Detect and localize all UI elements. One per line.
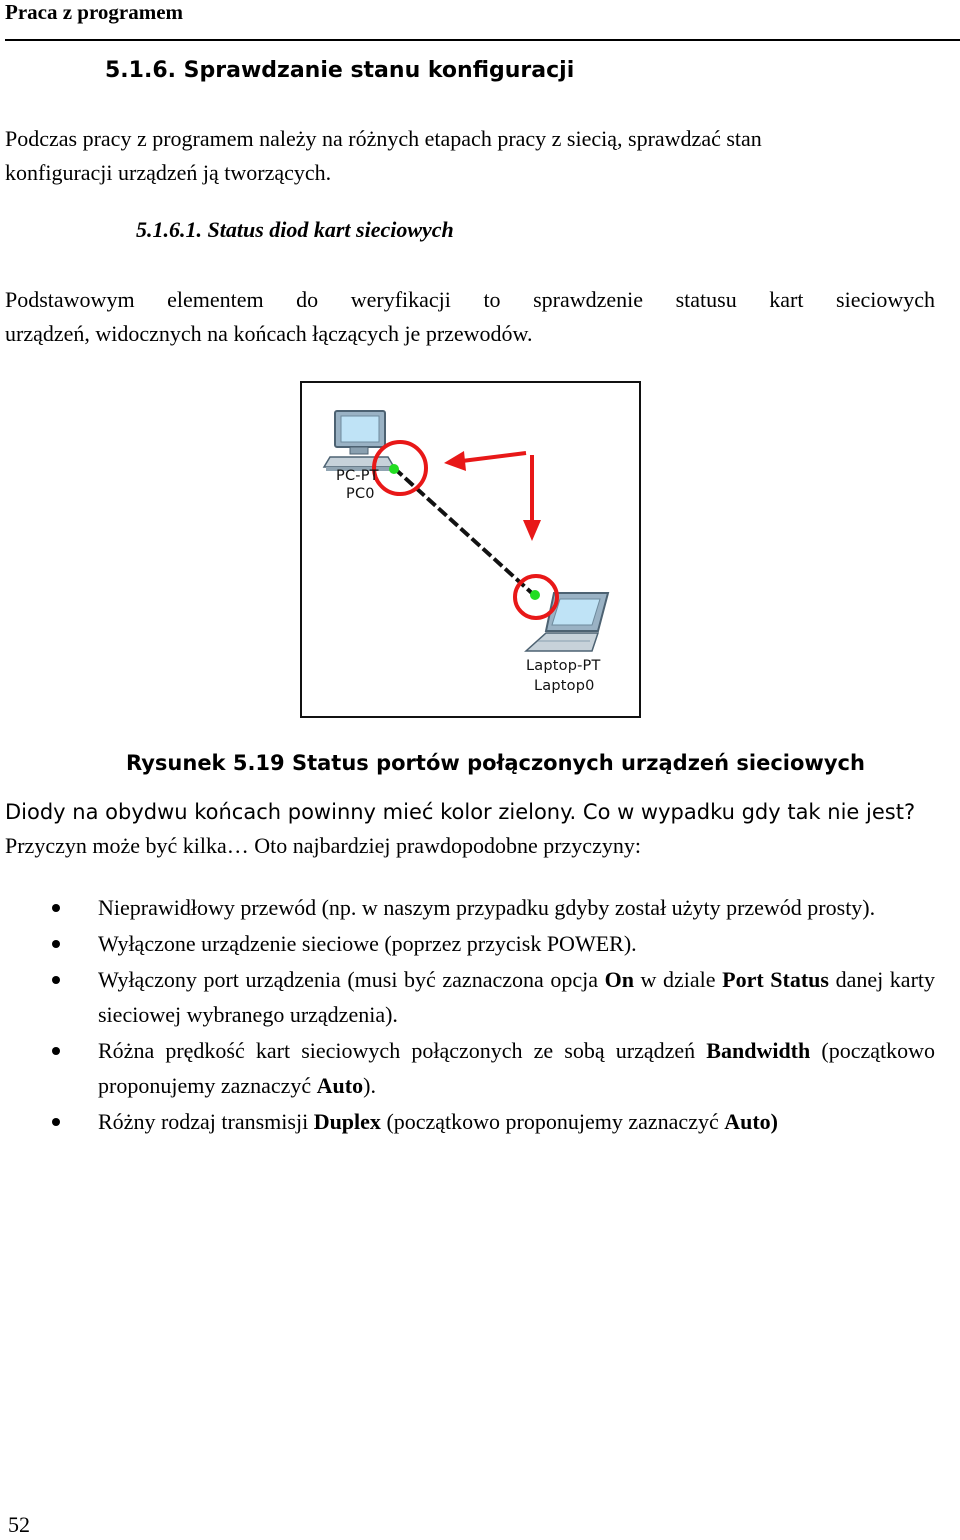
list-item-bold: Auto: [316, 1073, 364, 1098]
pc-type-label: PC-PT: [336, 468, 379, 484]
list-item-text: Wyłączony port urządzenia (musi być zaznaczona opcja: [98, 967, 605, 992]
list-item-bold: Port Status: [722, 967, 829, 992]
causes-list: [0, 890, 935, 1140]
arrow-to-pc-port: [462, 453, 526, 461]
arrow-head-left: [444, 451, 466, 471]
bullet: [52, 1118, 60, 1126]
list-item: [0, 890, 935, 925]
section-heading: 5.1.6. Sprawdzanie stanu konfiguracji: [105, 58, 575, 83]
list-item: [0, 962, 935, 1032]
intro-line-1: Podczas pracy z programem należy na różnych etapach pracy z siecią, sprawdzać stan: [5, 126, 762, 151]
list-item-text: (początkowo proponujemy zaznaczyć: [98, 1038, 936, 1098]
list-item-bold: On: [604, 967, 634, 992]
list-item-text: Różna prędkość kart sieciowych połączonych ze sobą urządzeń: [98, 1038, 707, 1063]
list-item-text: ).: [363, 1073, 376, 1098]
causes-intro-line-2-wrap: [5, 829, 935, 863]
pc-name-label: PC0: [346, 486, 375, 502]
list-item-text: (początkowo proponujemy zaznaczyć: [380, 1109, 725, 1134]
bullet: [52, 1047, 60, 1055]
list-item: [0, 926, 935, 961]
header-rule: [5, 39, 960, 41]
status-line-1: Podstawowym elementem do weryfikacji to sprawdzenie statusu kart sieciowych: [5, 287, 935, 312]
list-item-bold: Duplex: [313, 1109, 381, 1134]
laptop-icon: [526, 593, 608, 651]
status-paragraph: [5, 283, 935, 351]
causes-intro-paragraph: [5, 795, 935, 829]
subsection-heading: 5.1.6.1. Status diod kart sieciowych: [136, 217, 454, 242]
list-item-bold: Bandwidth: [706, 1038, 811, 1063]
pc-link-light: [389, 464, 399, 474]
bullet: [52, 904, 60, 912]
page-number: 52: [8, 1512, 30, 1537]
status-line-2: urządzeń, widocznych na końcach łączących je przewodów.: [5, 321, 533, 346]
bullet: [52, 940, 60, 948]
pc-icon: [324, 411, 394, 471]
causes-line-1: Diody na obydwu końcach powinny mieć kolor zielony. Co w wypadku gdy tak nie jest?: [5, 800, 916, 824]
network-figure: [300, 381, 641, 718]
arrow-head-down: [523, 520, 541, 541]
list-item: [0, 1104, 935, 1139]
bullet: [52, 976, 60, 984]
figure-caption: Rysunek 5.19 Status portów połączonych urządzeń sieciowych: [126, 751, 865, 775]
list-item-text: danej karty sieciowej wybranego urządzenia).: [98, 967, 936, 1027]
list-item-text: w dziale: [633, 967, 723, 992]
intro-line-2: konfiguracji urządzeń ją tworzących.: [5, 160, 332, 185]
intro-paragraph: [5, 122, 935, 190]
list-item-text: Nieprawidłowy przewód (np. w naszym przypadku gdyby został użyty przewód prosty).: [98, 895, 876, 920]
list-item: [0, 1033, 935, 1103]
running-header: Praca z programem: [5, 0, 184, 24]
causes-line-2: Przyczyn może być kilka… Oto najbardziej prawdopodobne przyczyny:: [5, 833, 641, 858]
list-item-bold: Auto): [724, 1109, 779, 1134]
laptop-type-label: Laptop-PT: [526, 658, 601, 674]
list-item-text: Różny rodzaj transmisji: [98, 1109, 314, 1134]
laptop-name-label: Laptop0: [534, 678, 595, 694]
list-item-text: Wyłączone urządzenie sieciowe (poprzez przycisk POWER).: [98, 931, 637, 956]
laptop-link-light: [530, 590, 540, 600]
